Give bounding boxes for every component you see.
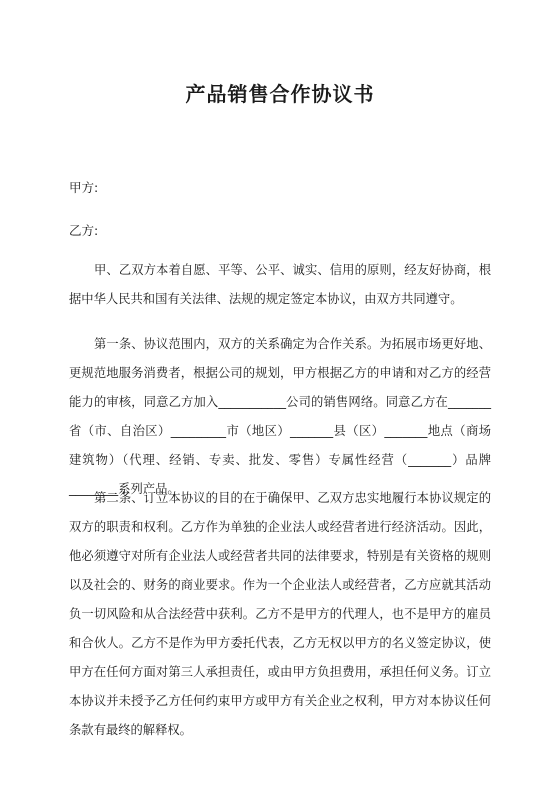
party-b-label: 乙方: [69, 223, 99, 238]
article-2-paragraph: 第二条、订立本协议的目的在于确保甲、乙双方忠实地履行本协议规定的双方的职责和权利。乙方作为单独的企业法人或经营者进行经济活动。因此，他必须遵守对所有企业法人或经营者共同的法律要求，特别是有关资格的规则以及社会的、财务的商业要求。作为一个企业法人或经营者，乙方应就其活动负一切风险和从合法经营中获利。乙方不是甲方的代理人，也不是甲方的雇员和合伙人。乙方不是作为甲方委托代表，乙方无权以甲方的名义签定协议，使甲方在任何方面对第三人承担责任，或由甲方负担费用，承担任何义务。订立本协议并未授予乙方任何约束甲方或甲方有关企业之权利，甲方对本协议任何条款有最终的解释权。 [69, 491, 491, 737]
party-a-label: 甲方: [69, 180, 99, 195]
document-title: 产品销售合作协议书 [185, 82, 375, 106]
preamble-paragraph: 甲、乙双方本着自愿、平等、公平、诚实、信用的原则，经友好协商，根据中华人民共和国有关法律、法规的规定签定本协议，由双方共同遵守。 [69, 263, 491, 306]
article-1-paragraph: 第一条、协议范围内，双方的关系确定为合作关系。为拓展市场更好地、更规范地服务消费者，根据公司的规划，甲方根据乙方的申请和对乙方的经营能力的审核，同意乙方加入___________公司的销售网络。同意乙方在_______省（市、自治区）_________市（地区）_______县（区）_______地点（商场建筑物）（代理、经销、专卖、批发、零售）专属性经营（_______）品牌________系列产品。 [69, 337, 491, 496]
